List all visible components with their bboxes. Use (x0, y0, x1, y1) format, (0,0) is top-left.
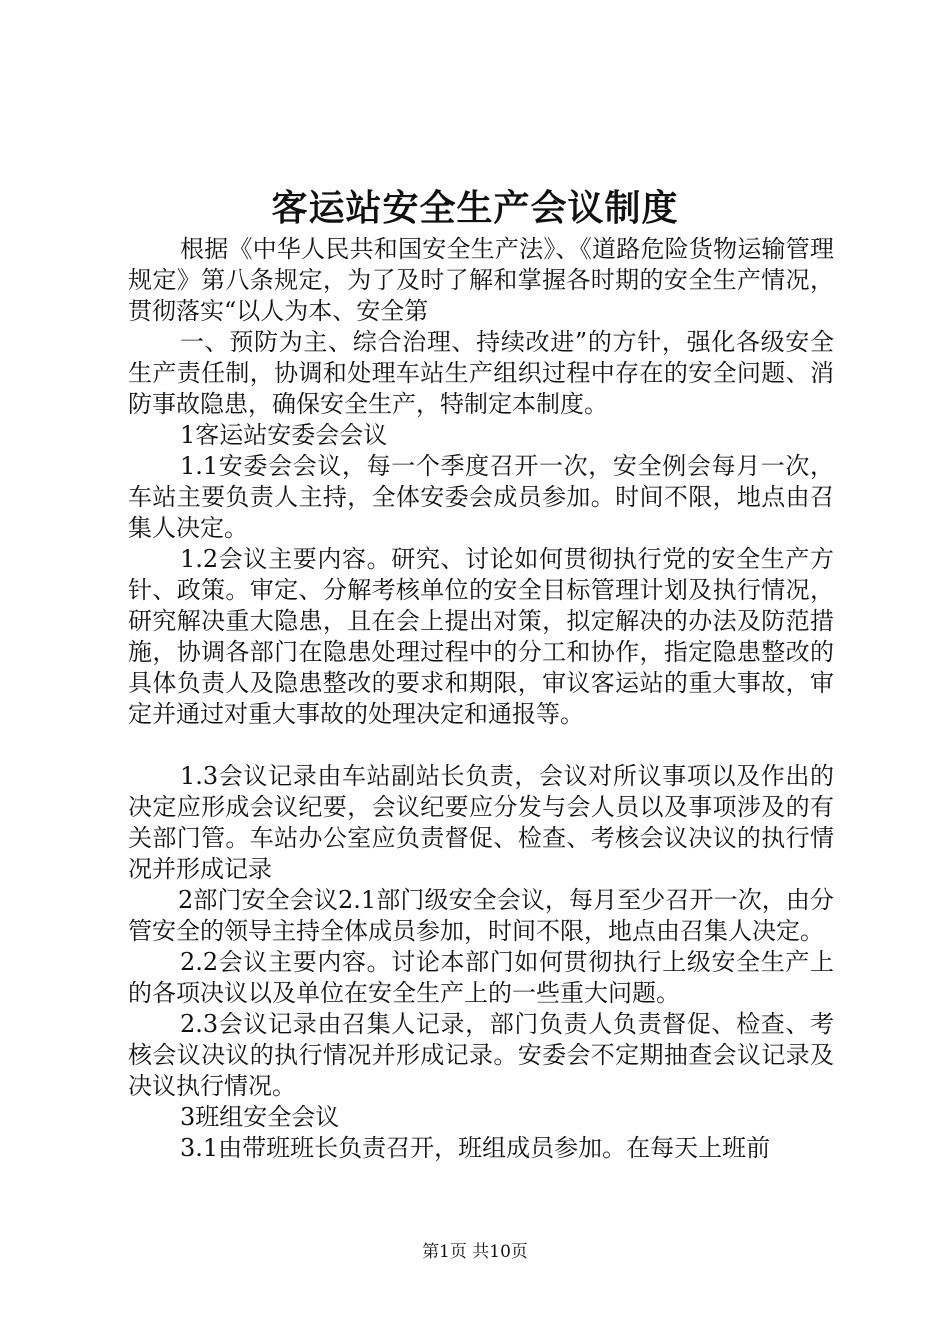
paragraph-intro: 根据《中华人民共和国安全生产法》、《道路危险货物运输管理规定》第八条规定，为了及时了解和掌握各时期的安全生产情况，贯彻落实“以人为本、安全第 (128, 235, 834, 325)
section-heading-3: 3班组安全会议 (180, 1103, 340, 1131)
paragraph-1-2: 1.2会议主要内容。研究、讨论如何贯彻执行党的安全生产方针、政策。审定、分解考核单位的安全目标管理计划及执行情况，研究解决重大隐患，且在会上提出对策，拟定解决的办法及防范措施，协调各部门在隐患处理过程中的分工和协作，指定隐患整改的具体负责人及隐患整改的要求和期限，审议客运站的重大事故，审定并通过对重大事故的处理决定和通报等。 (128, 545, 834, 728)
document-title: 客运站安全生产会议制度 (271, 187, 679, 229)
paragraph-1-3: 1.3会议记录由车站副站长负责，会议对所议事项以及作出的决定应形成会议纪要，会议纪要应分发与会人员以及事项涉及的有关部门管。车站办公室应负责督促、检查、考核会议决议的执行情况并形成记录 (128, 762, 834, 883)
document-body (128, 234, 834, 1164)
paragraph-3-1: 3.1由带班班长负责召开，班组成员参加。在每天上班前 (180, 1134, 771, 1162)
paragraph-2-2: 2.2会议主要内容。讨论本部门如何贯彻执行上级安全生产上的各项决议以及单位在安全生产上的一些重大问题。 (128, 948, 834, 1007)
paragraph-spacer (128, 730, 834, 761)
paragraph-1-1: 1.1安委会会议，每一个季度召开一次，安全例会每月一次，车站主要负责人主持，全体安委会成员参加。时间不限，地点由召集人决定。 (128, 452, 834, 542)
page-footer: 第1页 共10页 (422, 1242, 528, 1262)
section-heading-2: 2部门安全会议2.1部门级安全会议，每月至少召开一次，由分管安全的领导主持全体成员参加，时间不限，地点由召集人决定。 (128, 886, 834, 945)
section-heading-1: 1客运站安委会会议 (180, 421, 388, 449)
paragraph-policy: 一、预防为主、综合治理、持续改进”的方针，强化各级安全生产责任制，协调和处理车站生产组织过程中存在的安全问题、消防事故隐患，确保安全生产，特制定本制度。 (128, 328, 834, 418)
paragraph-2-3: 2.3会议记录由召集人记录，部门负责人负责督促、检查、考核会议决议的执行情况并形成记录。安委会不定期抽查会议记录及决议执行情况。 (128, 1010, 834, 1100)
